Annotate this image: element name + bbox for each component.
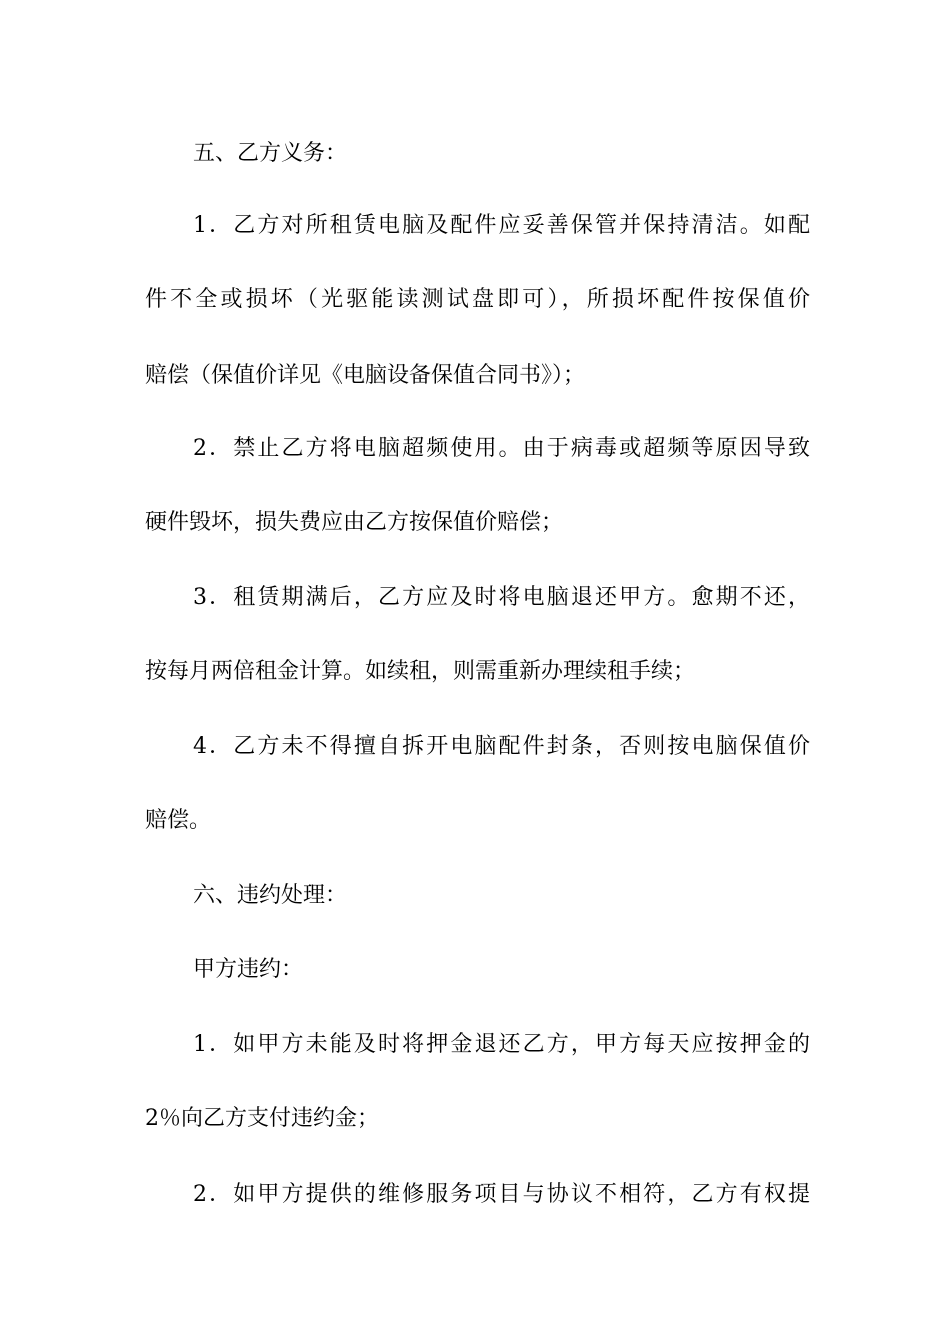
paragraph-line: 赔偿（保值价详见《电脑设备保值合同书》）； [145, 363, 586, 388]
subheading-party-a-breach: 甲方违约： [193, 957, 304, 982]
paragraph-line: 赔偿。 [145, 808, 212, 833]
paragraph-line: 2．禁止乙方将电脑超频使用。由于病毒或超频等原因导致 [193, 436, 810, 461]
paragraph-line: 1．如甲方未能及时将押金退还乙方，甲方每天应按押金的 [193, 1032, 810, 1057]
paragraph-line: 硬件毁坏，损失费应由乙方按保值价赔偿； [145, 510, 564, 535]
paragraph-line: 2．如甲方提供的维修服务项目与协议不相符，乙方有权提 [193, 1182, 810, 1207]
section-heading-breach-handling: 六、违约处理： [193, 883, 348, 908]
paragraph-line: 2％向乙方支付违约金； [145, 1106, 379, 1131]
paragraph-line: 3．租赁期满后，乙方应及时将电脑退还甲方。愈期不还， [193, 585, 810, 610]
paragraph-line: 件不全或损坏（光驱能读测试盘即可），所损坏配件按保值价 [145, 287, 810, 312]
section-heading-party-b-obligations: 五、乙方义务： [193, 141, 348, 166]
paragraph-line: 按每月两倍租金计算。如续租，则需重新办理续租手续； [145, 659, 696, 684]
paragraph-line: 1．乙方对所租赁电脑及配件应妥善保管并保持清洁。如配 [193, 213, 810, 238]
paragraph-line: 4．乙方未不得擅自拆开电脑配件封条，否则按电脑保值价 [193, 734, 810, 759]
